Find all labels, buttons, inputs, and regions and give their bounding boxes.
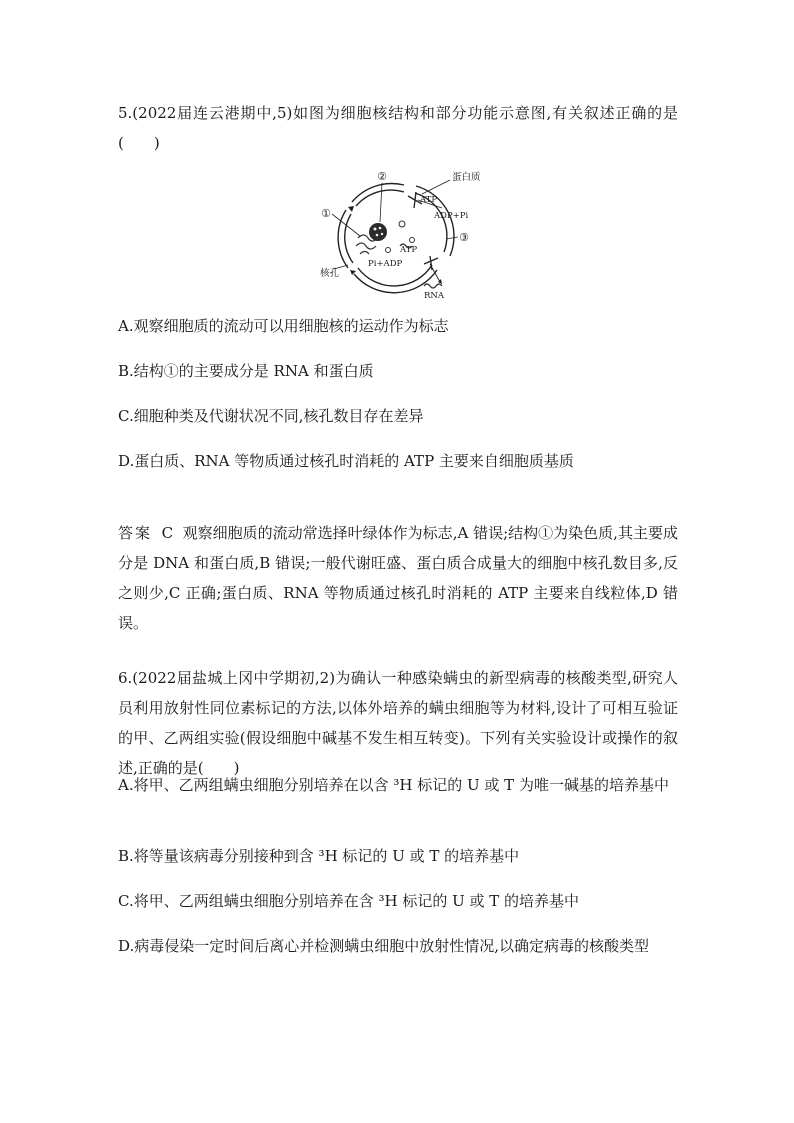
question-6-stem: 6.(2022届盐城上冈中学期初,2)为确认一种感染螨虫的新型病毒的核酸类型,研究人员利用放射性同位素标记的方法,以体外培养的螨虫细胞等为材料,设计了可相互验证的甲、乙两组实验(假设细胞中碱基不发生相互转变)。下列有关实验设计或操作的叙述,正确的是( ): [118, 669, 678, 777]
label-structure-2: ②: [377, 170, 387, 183]
question-5-stem: 5.(2022届连云港期中,5)如图为细胞核结构和部分功能示意图,有关叙述正确的是( ): [118, 104, 678, 152]
answer-choice: C: [161, 524, 174, 542]
nucleus-diagram: [312, 166, 488, 300]
question-6-option-d: D.病毒侵染一定时间后离心并检测螨虫细胞中放射性情况,以确定病毒的核酸类型: [118, 937, 650, 955]
answer-label: 答案: [118, 524, 153, 542]
question-5-option-a: A.观察细胞质的流动可以用细胞核的运动作为标志: [118, 317, 449, 335]
label-rna: RNA: [424, 291, 444, 300]
pore-arrow-icon: [348, 206, 354, 212]
question-6-option-c: C.将甲、乙两组螨虫细胞分别培养在含 ³H 标记的 U 或 T 的培养基中: [118, 892, 580, 910]
label-structure-1: ①: [321, 207, 331, 220]
label-nuclear-pore: 核孔: [320, 268, 340, 279]
label-structure-3: ③: [459, 231, 469, 244]
question-5-option-d: D.蛋白质、RNA 等物质通过核孔时消耗的 ATP 主要来自细胞质基质: [118, 452, 574, 470]
label-atp-mid: ATP: [400, 245, 418, 255]
question-6-option-b: B.将等量该病毒分别接种到含 ³H 标记的 U 或 T 的培养基中: [118, 847, 520, 865]
question-5-answer: [118, 518, 678, 638]
question-5-option-b: B.结构①的主要成分是 RNA 和蛋白质: [118, 362, 374, 380]
label-adp-pi: ADP+Pi: [434, 211, 469, 221]
label-pi-adp: Pi+ADP: [368, 259, 403, 269]
label-atp-top: ATP: [420, 195, 438, 205]
question-6-option-a: A.将甲、乙两组螨虫细胞分别培养在以含 ³H 标记的 U 或 T 为唯一碱基的培养基中: [118, 776, 669, 794]
question-5-option-c: C.细胞种类及代谢状况不同,核孔数目存在差异: [118, 407, 424, 425]
label-protein: 蛋白质: [452, 172, 481, 183]
answer-explanation: 观察细胞质的流动常选择叶绿体作为标志,A 错误;结构①为染色质,其主要成分是 DNA 和蛋白质,B 错误;一般代谢旺盛、蛋白质合成量大的细胞中核孔数目多,反之则少,C 正确;蛋白质、RNA 等物质通过核孔时消耗的 ATP 主要来自线粒体,D 错误。: [118, 524, 678, 632]
